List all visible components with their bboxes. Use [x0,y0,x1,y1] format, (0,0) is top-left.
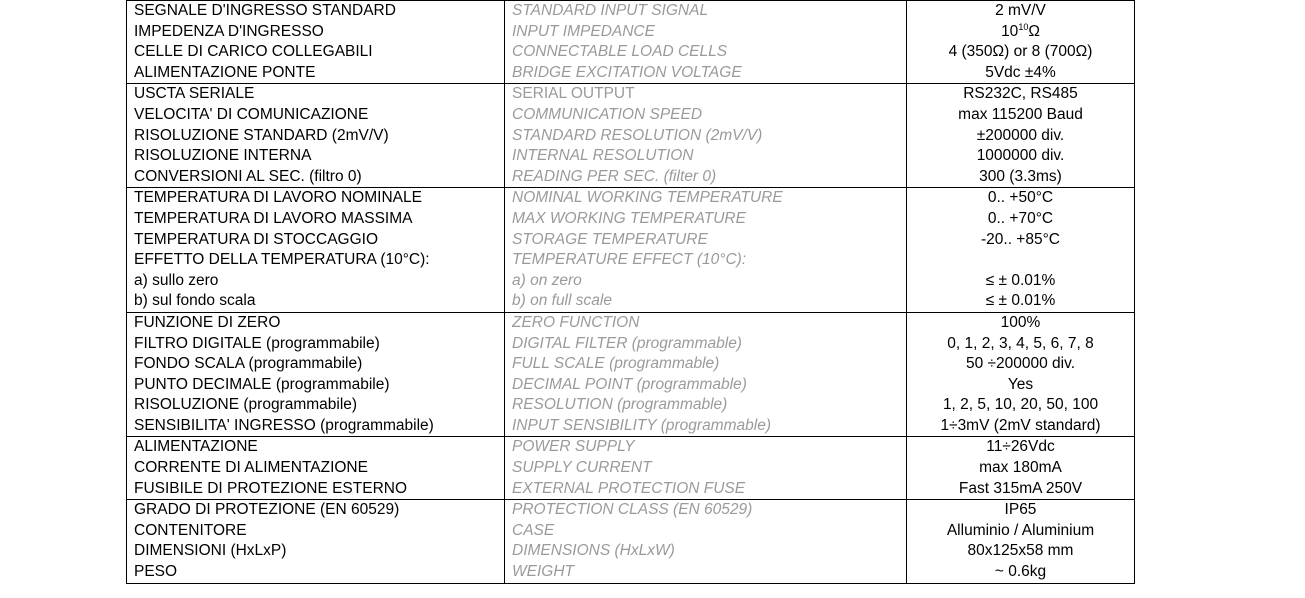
english-label: DECIMAL POINT (programmable) [512,375,747,393]
english-label: b) on full scale [512,292,612,310]
english-label: SERIAL OUTPUT [512,85,635,103]
english-label: INPUT IMPEDANCE [512,22,655,40]
italian-label: RISOLUZIONE STANDARD (2mV/V) [134,126,389,144]
spec-value: 50 ÷200000 div. [965,355,1076,373]
english-label: EXTERNAL PROTECTION FUSE [512,479,746,497]
italian-label: RISOLUZIONE INTERNA [134,147,312,165]
english-labels-cell [505,1,907,84]
spec-value: -20.. +85°C [980,230,1060,248]
italian-labels-cell [127,1,505,84]
english-label: SUPPLY CURRENT [512,459,652,477]
italian-labels-cell [127,188,505,313]
english-label: RESOLUTION (programmable) [512,396,728,414]
spec-value: 1000000 div. [976,147,1065,165]
spec-value: 11÷26Vdc [986,438,1055,456]
spec-value-base: 10 [1001,22,1019,40]
values-cell [907,500,1135,583]
english-label: NOMINAL WORKING TEMPERATURE [512,189,783,207]
english-label: PROTECTION CLASS (EN 60529) [512,501,753,519]
spec-value: ±200000 div. [976,126,1065,144]
spec-value: RS232C, RS485 [963,85,1078,103]
english-labels-cell [505,500,907,583]
spec-section [127,188,1135,313]
italian-label: VELOCITA' DI COMUNICAZIONE [134,105,369,123]
italian-labels-cell [127,312,505,437]
values-cell [907,312,1135,437]
spec-value-exponent: 10 [1018,21,1029,32]
italian-label: ALIMENTAZIONE [134,438,258,456]
english-label: ZERO FUNCTION [512,313,640,331]
spec-value: Yes [1007,375,1034,393]
italian-label: FONDO SCALA (programmabile) [134,355,363,373]
italian-label: CONVERSIONI AL SEC. (filtro 0) [134,167,362,185]
english-labels-cell [505,312,907,437]
italian-label: a) sullo zero [134,271,219,289]
spec-value: 4 (350Ω) or 8 (700Ω) [948,43,1093,61]
italian-label: EFFETTO DELLA TEMPERATURA (10°C): [134,251,430,269]
spec-value: 0.. +50°C [987,189,1054,207]
italian-label: CELLE DI CARICO COLLEGABILI [134,43,373,61]
values-cell [907,188,1135,313]
english-label: INTERNAL RESOLUTION [512,147,694,165]
italian-labels-cell [127,84,505,188]
english-label: BRIDGE EXCITATION VOLTAGE [512,63,742,81]
values-cell [907,437,1135,500]
english-labels-cell [505,437,907,500]
italian-label: TEMPERATURA DI LAVORO MASSIMA [134,209,413,227]
spec-value [907,22,1134,43]
italian-label: PUNTO DECIMALE (programmabile) [134,375,390,393]
english-label: MAX WORKING TEMPERATURE [512,209,746,227]
spec-value: max 180mA [979,459,1062,477]
english-label: CONNECTABLE LOAD CELLS [512,43,728,61]
spec-value: Alluminio / Aluminium [946,521,1095,539]
italian-label: b) sul fondo scala [134,292,256,310]
spec-value: ≤ ± 0.01% [985,271,1056,289]
spec-value [907,250,1134,271]
values-cell [907,1,1135,84]
english-label: READING PER SEC. (filter 0) [512,167,717,185]
italian-label: RISOLUZIONE (programmabile) [134,396,358,414]
spec-value: max 115200 Baud [958,105,1083,123]
italian-label: FUSIBILE DI PROTEZIONE ESTERNO [134,479,408,497]
english-label: INPUT SENSIBILITY (programmable) [512,416,771,434]
english-label: CASE [512,521,555,539]
spec-value: 0.. +70°C [987,209,1054,227]
spec-value: IP65 [1004,501,1037,519]
spec-value: ≤ ± 0.01% [985,292,1056,310]
english-label: STANDARD RESOLUTION (2mV/V) [512,126,763,144]
spec-value: 1, 2, 5, 10, 20, 50, 100 [942,396,1099,414]
spec-value: 80x125x58 mm [967,542,1074,560]
spec-value: 1÷3mV (2mV standard) [940,416,1101,434]
specifications-table [126,0,1135,584]
italian-labels-cell [127,500,505,583]
italian-label: GRADO DI PROTEZIONE (EN 60529) [134,501,400,519]
spec-section [127,1,1135,84]
english-label: WEIGHT [512,563,574,581]
spec-section [127,312,1135,437]
english-labels-cell [505,84,907,188]
spec-value: 0, 1, 2, 3, 4, 5, 6, 7, 8 [947,334,1094,352]
english-label: STANDARD INPUT SIGNAL [512,2,709,19]
italian-label: PESO [134,563,178,581]
spec-value: 5Vdc ±4% [985,63,1056,81]
italian-label: TEMPERATURA DI STOCCAGGIO [134,230,379,248]
italian-label: CORRENTE DI ALIMENTAZIONE [134,459,368,477]
spec-section [127,437,1135,500]
spec-value: ~ 0.6kg [994,563,1047,581]
italian-label: FUNZIONE DI ZERO [134,313,281,331]
spec-value: 300 (3.3ms) [979,167,1062,185]
italian-label: ALIMENTAZIONE PONTE [134,63,316,81]
italian-label: TEMPERATURA DI LAVORO NOMINALE [134,189,422,207]
english-label: TEMPERATURE EFFECT (10°C): [512,251,747,269]
italian-labels-cell [127,437,505,500]
italian-label: FILTRO DIGITALE (programmabile) [134,334,380,352]
italian-label: DIMENSIONI (HxLxP) [134,542,287,560]
english-label: DIMENSIONS (HxLxW) [512,542,675,560]
italian-label: SEGNALE D'INGRESSO STANDARD [134,2,396,19]
english-label: POWER SUPPLY [512,438,635,456]
english-label: a) on zero [512,271,582,289]
italian-label: IMPEDENZA D'INGRESSO [134,22,324,40]
spec-value-unit: Ω [1028,22,1040,40]
english-label: FULL SCALE (programmable) [512,355,720,373]
english-label: COMMUNICATION SPEED [512,105,703,123]
english-label: DIGITAL FILTER (programmable) [512,334,742,352]
english-labels-cell [505,188,907,313]
italian-label: SENSIBILITA' INGRESSO (programmabile) [134,416,434,434]
spec-value: 100% [1000,313,1041,331]
spec-section [127,84,1135,188]
spec-section [127,500,1135,583]
italian-label: USCTA SERIALE [134,85,255,103]
english-label: STORAGE TEMPERATURE [512,230,708,248]
values-cell [907,84,1135,188]
spec-value: 2 mV/V [995,2,1046,19]
spec-value: Fast 315mA 250V [958,479,1083,497]
italian-label: CONTENITORE [134,521,247,539]
